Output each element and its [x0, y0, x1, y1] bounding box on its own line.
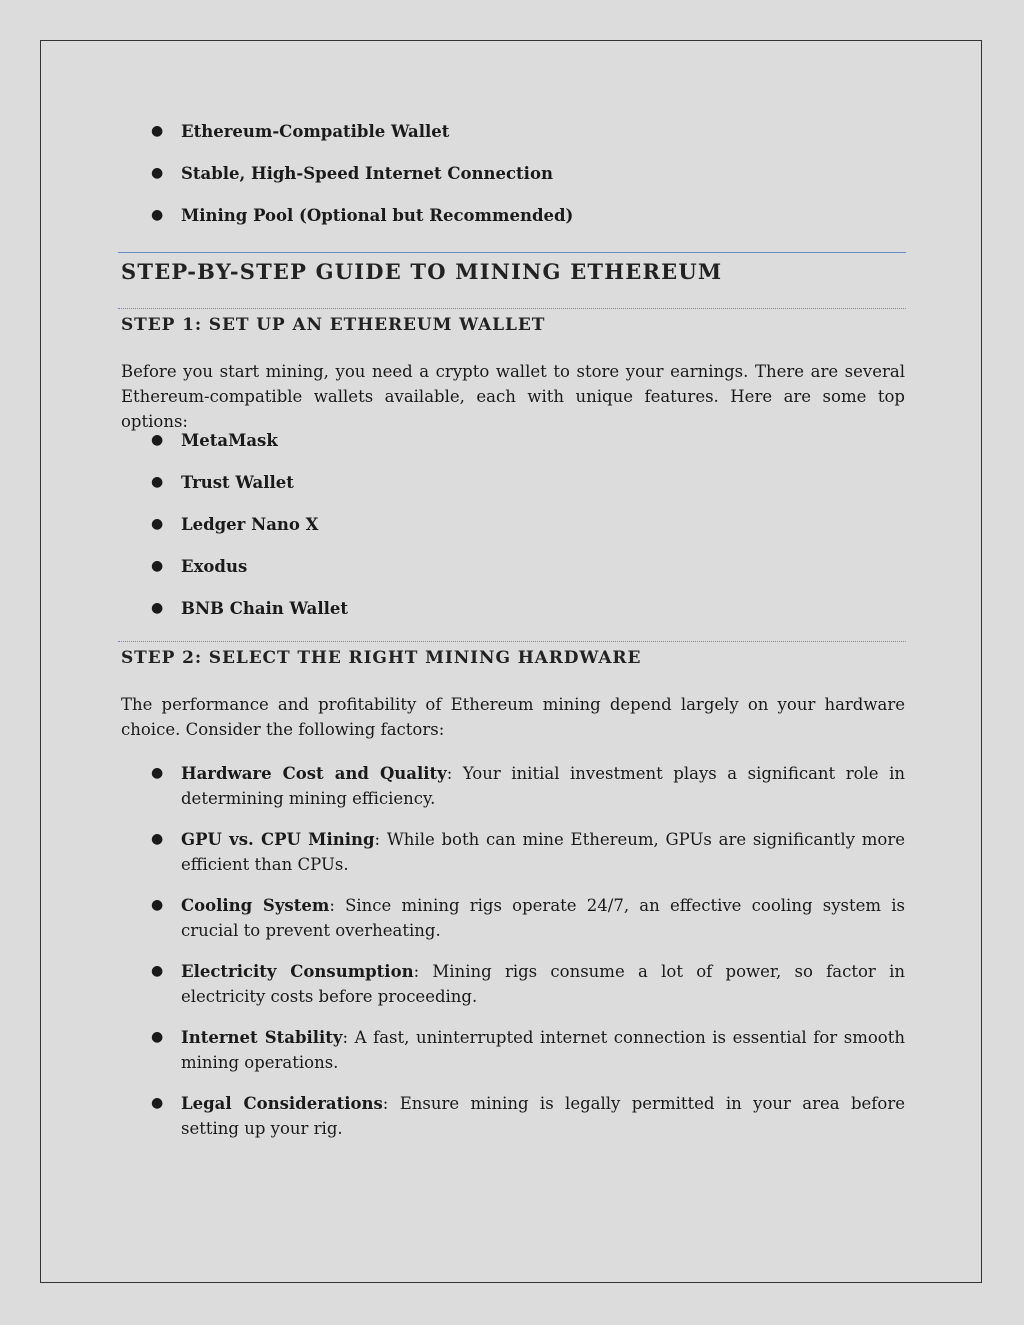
list-item [121, 203, 905, 228]
wallet-label: MetaMask [181, 431, 278, 450]
factor-description: : While both can mine Ethereum, GPUs are significantly more efficient than CPUs. [181, 830, 905, 874]
list-item [121, 596, 905, 621]
step2-paragraph: The performance and profitability of Ethereum mining depend largely on your hardware choice. Consider the following factors: [121, 695, 905, 739]
list-item [121, 554, 905, 579]
factor-term: Hardware Cost and Quality [181, 764, 447, 783]
bullet-icon: ● [151, 600, 164, 616]
list-item [121, 512, 905, 537]
bullet-icon: ● [151, 765, 164, 781]
list-item [121, 161, 905, 186]
step1-heading: STEP 1: SET UP AN ETHEREUM WALLET [121, 315, 546, 335]
bullet-icon: ● [151, 165, 164, 181]
wallet-label: BNB Chain Wallet [181, 599, 348, 618]
requirements-list [121, 119, 905, 228]
requirement-label: Stable, High-Speed Internet Connection [181, 164, 553, 183]
factor-description: : A fast, uninterrupted internet connection is essential for smooth mining operations. [181, 1028, 905, 1072]
factor-section [121, 761, 905, 1141]
factor-description: : Your initial investment plays a significant role in determining mining efficiency. [181, 764, 905, 808]
list-item [121, 119, 905, 144]
wallet-section [121, 428, 905, 621]
bullet-icon: ● [151, 1095, 164, 1111]
factor-term: Electricity Consumption [181, 962, 414, 981]
factor-term: Internet Stability [181, 1028, 343, 1047]
factor-term: GPU vs. CPU Mining [181, 830, 375, 849]
requirement-label: Ethereum-Compatible Wallet [181, 122, 450, 141]
list-item [121, 1091, 905, 1141]
bullet-icon: ● [151, 1029, 164, 1045]
section-divider [118, 641, 906, 642]
document-page [40, 40, 982, 1283]
list-item [121, 827, 905, 877]
bullet-icon: ● [151, 558, 164, 574]
requirements-section [121, 119, 905, 228]
heading-divider [118, 252, 906, 253]
bullet-icon: ● [151, 963, 164, 979]
factor-list [121, 761, 905, 1141]
bullet-icon: ● [151, 123, 164, 139]
factor-description: : Ensure mining is legally permitted in your area before setting up your rig. [181, 1094, 905, 1138]
bullet-icon: ● [151, 474, 164, 490]
bullet-icon: ● [151, 831, 164, 847]
bullet-icon: ● [151, 432, 164, 448]
wallet-list [121, 428, 905, 621]
wallet-label: Ledger Nano X [181, 515, 319, 534]
section-divider [118, 308, 906, 309]
factor-description: : Mining rigs consume a lot of power, so factor in electricity costs before proceeding. [181, 962, 906, 1006]
factor-term: Cooling System [181, 896, 330, 915]
bullet-icon: ● [151, 897, 164, 913]
factor-description: : Since mining rigs operate 24/7, an effective cooling system is crucial to prevent overheating. [181, 896, 905, 940]
step1-paragraph: Before you start mining, you need a crypto wallet to store your earnings. There are several Ethereum-compatible wallets available, each with unique features. Here are some top options: [121, 362, 905, 431]
requirement-label: Mining Pool (Optional but Recommended) [181, 206, 574, 225]
list-item [121, 1025, 905, 1075]
list-item [121, 428, 905, 453]
bullet-icon: ● [151, 516, 164, 532]
wallet-label: Trust Wallet [181, 473, 294, 492]
step2-heading: STEP 2: SELECT THE RIGHT MINING HARDWARE [121, 648, 642, 668]
wallet-label: Exodus [181, 557, 248, 576]
guide-title: STEP-BY-STEP GUIDE TO MINING ETHEREUM [121, 259, 723, 284]
list-item [121, 470, 905, 495]
list-item [121, 959, 905, 1009]
bullet-icon: ● [151, 207, 164, 223]
list-item [121, 893, 905, 943]
list-item [121, 761, 905, 811]
factor-term: Legal Considerations [181, 1094, 383, 1113]
